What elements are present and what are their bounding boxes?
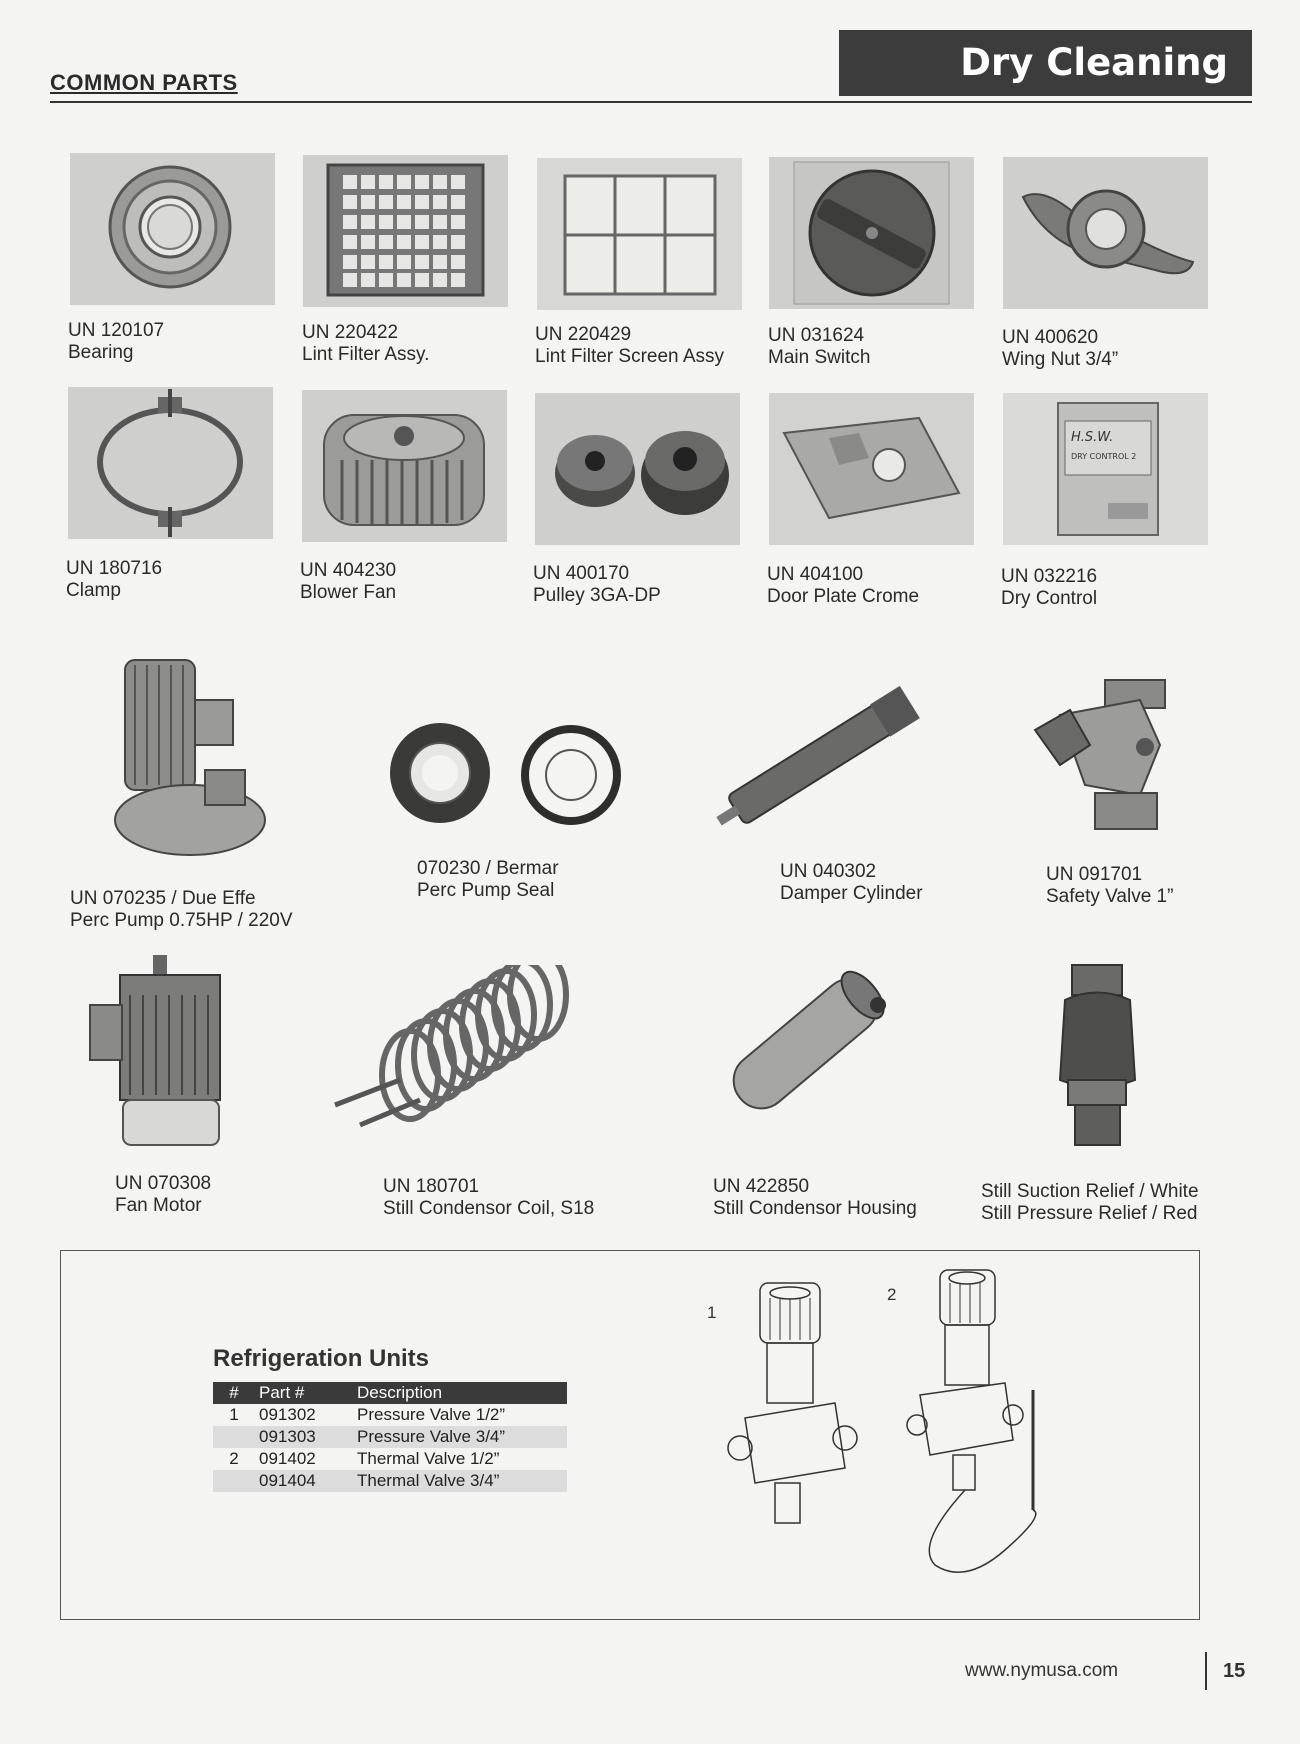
section-title: COMMON PARTS [50, 70, 238, 95]
table-row: 2 091402 Thermal Valve 1/2” [229, 1449, 500, 1468]
part-caption: UN 422850 Still Condensor Housing [713, 1176, 917, 1219]
condensor-coil-icon [330, 965, 585, 1135]
relief-valve-icon [1050, 960, 1145, 1155]
clamp-icon [68, 387, 273, 539]
pulley-icon [535, 393, 740, 545]
part-caption: UN 091701 Safety Valve 1” [1046, 864, 1174, 907]
part-caption: UN 070235 / Due Effe Perc Pump 0.75HP / 220V [70, 888, 293, 931]
part-caption: UN 180716 Clamp [66, 558, 163, 601]
main-switch-icon [769, 157, 974, 309]
damper-cylinder-icon [695, 670, 955, 840]
category-banner: Dry Cleaning [839, 30, 1252, 96]
part-caption: UN 031624 Main Switch [768, 325, 871, 368]
thermal-valve-icon [895, 1265, 1055, 1590]
table-row: 1 091302 Pressure Valve 1/2” [229, 1405, 506, 1424]
part-caption: UN 220429 Lint Filter Screen Assy [535, 324, 725, 367]
part-caption: UN 040302 Damper Cylinder [780, 861, 923, 904]
part-caption: UN 404230 Blower Fan [300, 560, 397, 603]
door-plate-icon [769, 393, 974, 545]
table-header-row: # Part # Description [213, 1382, 567, 1404]
fan-motor-icon [85, 955, 240, 1155]
lint-filter-screen-icon [537, 158, 742, 310]
part-caption: UN 400620 Wing Nut 3/4” [1002, 327, 1119, 370]
wing-nut-icon [1003, 157, 1208, 309]
part-caption: UN 220422 Lint Filter Assy. [302, 322, 430, 365]
bearing-icon [70, 153, 275, 305]
part-caption: UN 120107 Bearing [68, 320, 165, 363]
header-rule [50, 101, 1252, 103]
dry-control-icon [1003, 393, 1208, 545]
part-caption: UN 180701 Still Condensor Coil, S18 [383, 1176, 595, 1219]
page-number: 15 [1223, 1660, 1246, 1682]
refrigeration-table [213, 1382, 567, 1492]
svg-text:H.S.W.: H.S.W. [1071, 430, 1114, 445]
footer-divider [1205, 1652, 1207, 1690]
pump-seal-icon [385, 718, 630, 828]
condensor-housing-icon [700, 950, 905, 1135]
footer-url[interactable]: www.nymusa.com [965, 1660, 1119, 1681]
pressure-valve-icon [715, 1278, 865, 1558]
part-caption: UN 404100 Door Plate Crome [767, 564, 920, 607]
figure-label-2: 2 [887, 1285, 897, 1304]
perc-pump-icon [95, 640, 270, 865]
safety-valve-icon [1030, 675, 1180, 835]
part-caption: UN 032216 Dry Control [1001, 566, 1098, 609]
svg-text:DRY CONTROL 2: DRY CONTROL 2 [1071, 452, 1137, 461]
part-caption: UN 400170 Pulley 3GA-DP [533, 563, 661, 606]
lint-filter-icon [303, 155, 508, 307]
blower-fan-icon [302, 390, 507, 542]
part-caption: UN 070308 Fan Motor [115, 1173, 212, 1216]
refrigeration-title: Refrigeration Units [213, 1345, 430, 1372]
table-row: 091404 Thermal Valve 3/4” [213, 1470, 567, 1492]
part-caption: 070230 / Bermar Perc Pump Seal [417, 858, 559, 901]
table-row: 091303 Pressure Valve 3/4” [213, 1426, 567, 1448]
figure-label-1: 1 [707, 1303, 717, 1322]
part-caption: Still Suction Relief / White Still Pressure Relief / Red [981, 1181, 1199, 1224]
